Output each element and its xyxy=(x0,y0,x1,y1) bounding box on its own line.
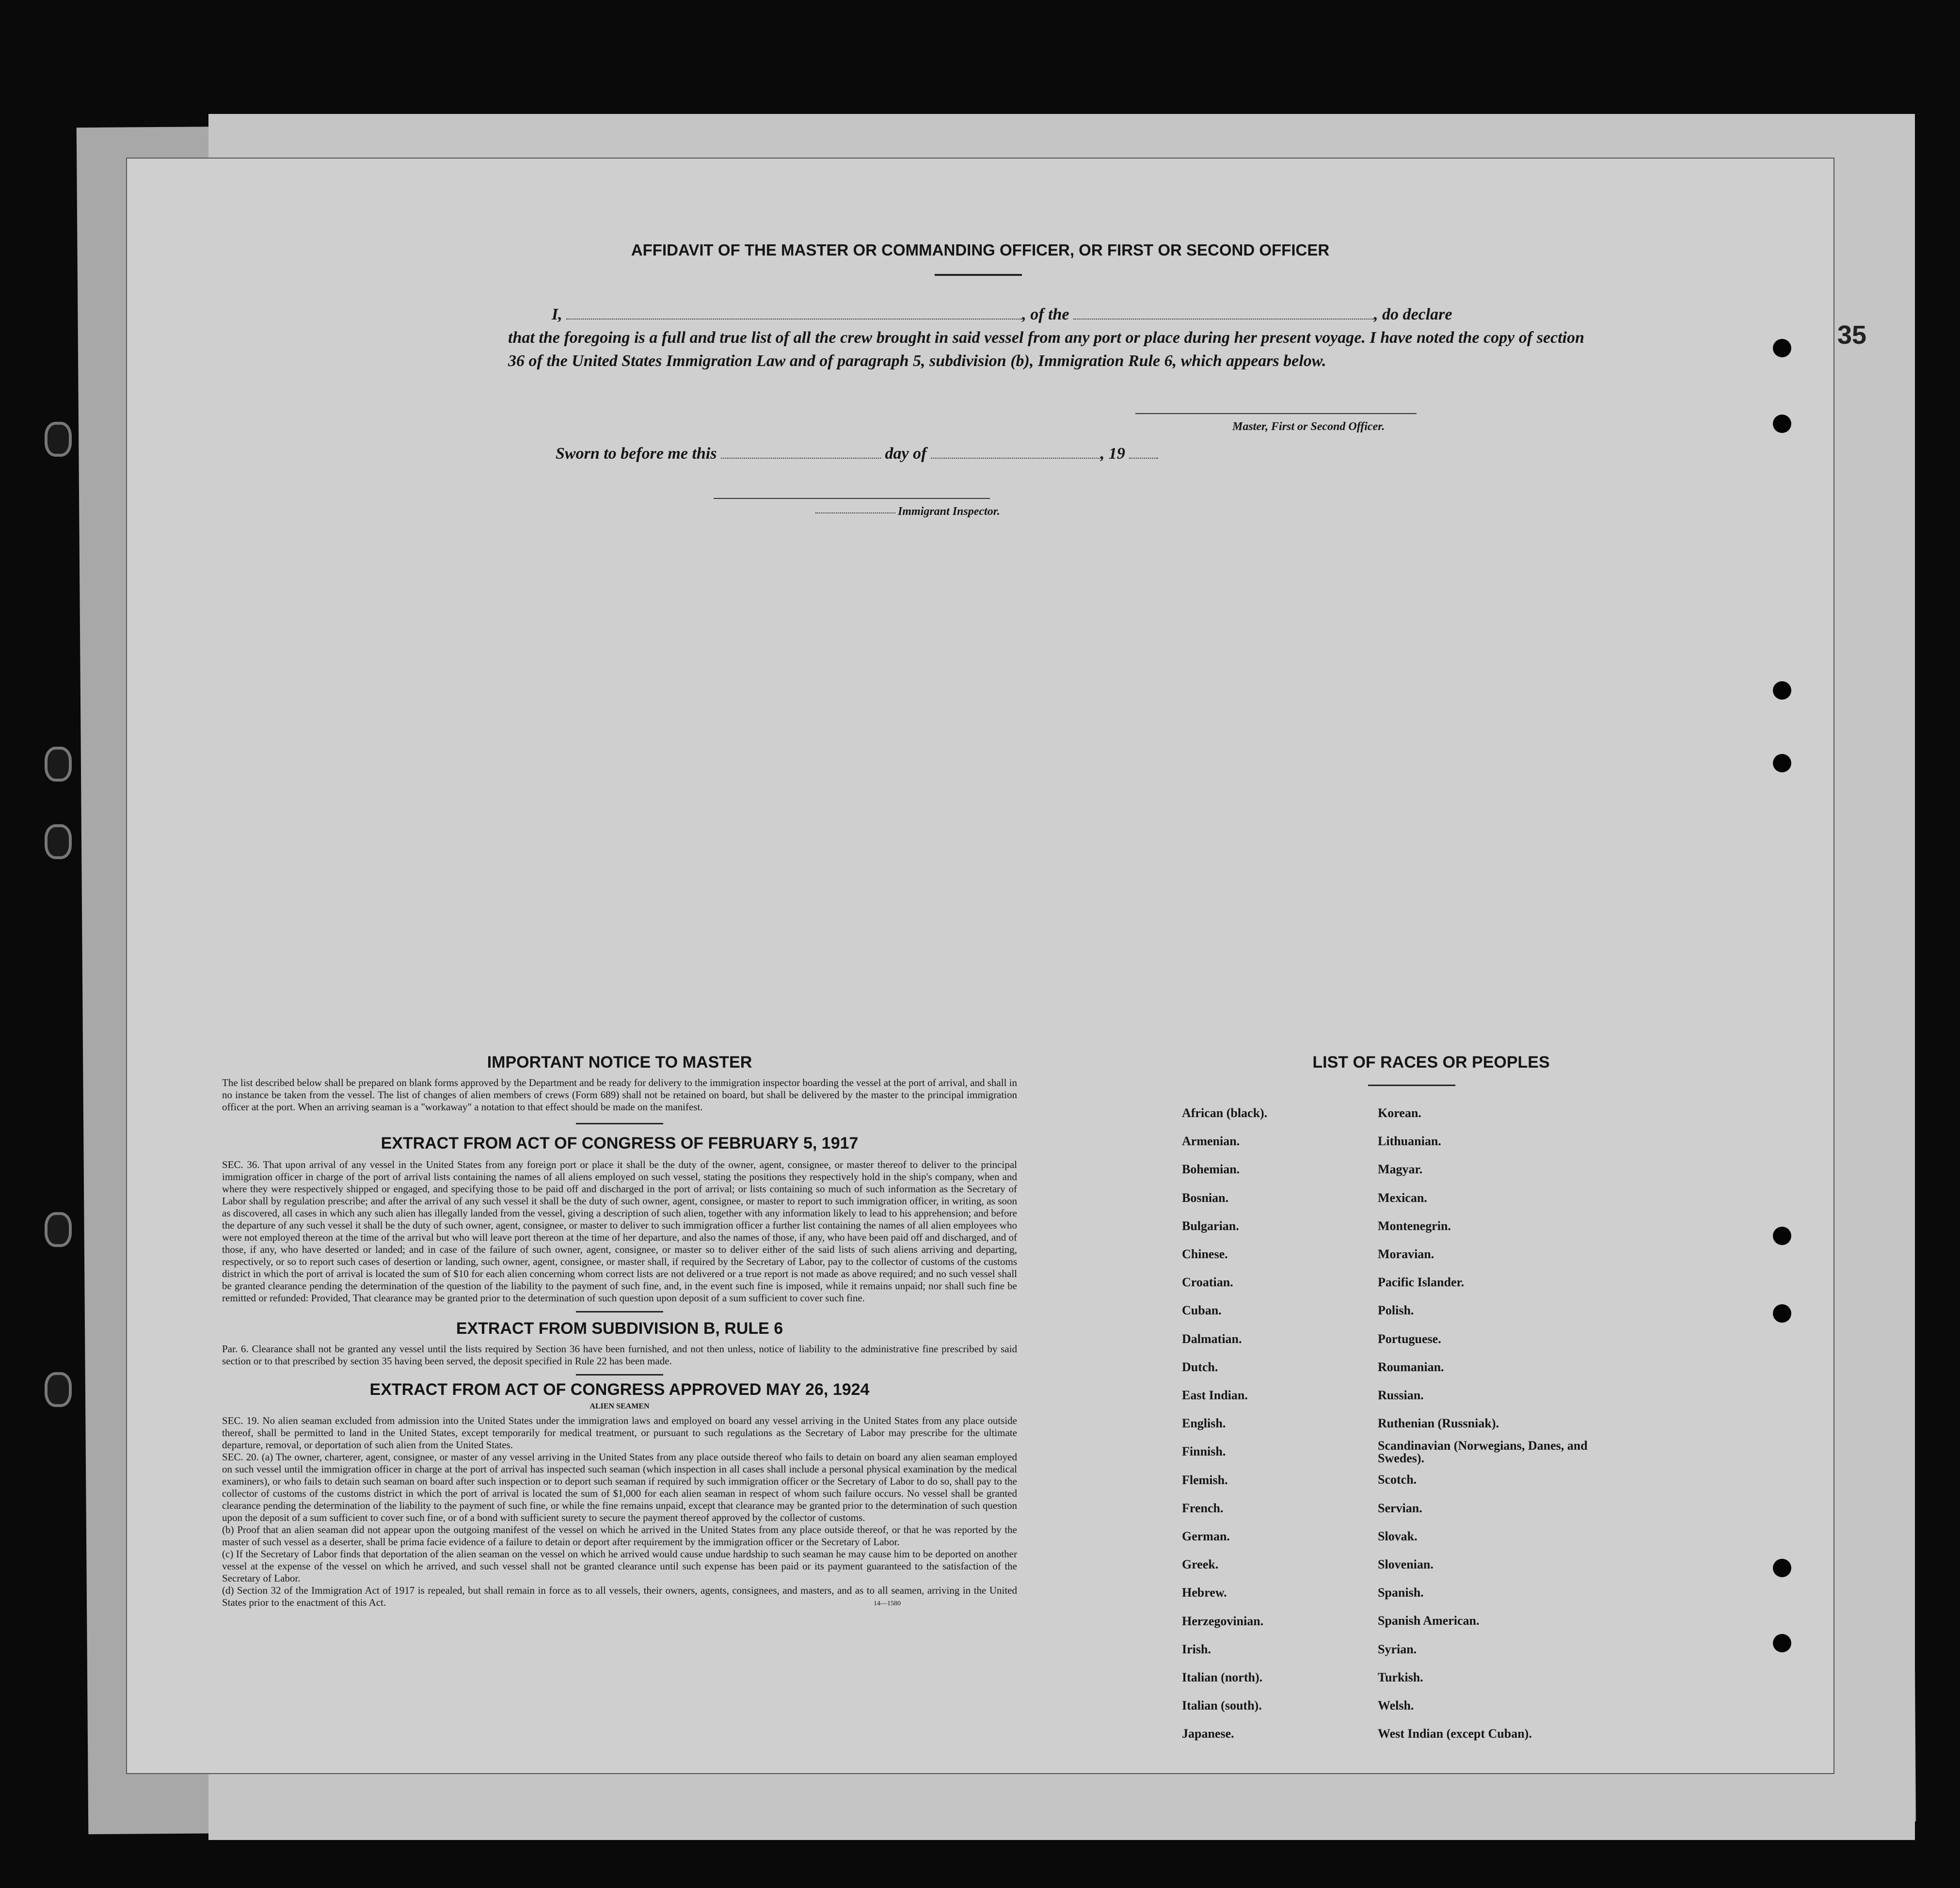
race-item: West Indian (except Cuban). xyxy=(1378,1727,1532,1741)
punch-hole xyxy=(1773,1304,1791,1323)
race-item: Scandinavian (Norwegians, Danes, and Swedes). xyxy=(1378,1439,1588,1466)
extract-rule6-title: EXTRACT FROM SUBDIVISION B, RULE 6 xyxy=(456,1319,783,1338)
year-label: , 19 xyxy=(1100,445,1125,463)
races-column-1 xyxy=(1182,1099,1366,1748)
vessel-blank xyxy=(1073,319,1374,320)
punch-hole xyxy=(1773,1227,1791,1245)
extract-1924-sec20b: (b) Proof that an alien seaman did not appear upon the outgoing manifest of the vessel on which he arrived in the United States from any place outside thereof, or that he was reported by the master of such vessel as a deserter, shall be prima facie evidence of a failure to detain or deport after requirement by the immigration officer or the Secretary of Labor. xyxy=(222,1524,1017,1548)
section-rule xyxy=(576,1311,663,1312)
affidavit-body: that the foregoing is a full and true list of all the crew brought in said vessel from any port or place during her present voyage. I have noted the copy of section 36 of the United States Immigration Law and of paragraph 5, subdivision (b), Immigration Rule 6, which appears below. xyxy=(508,329,1584,370)
race-item: Magyar. xyxy=(1378,1162,1423,1177)
race-item: Slovenian. xyxy=(1378,1557,1434,1572)
document-page xyxy=(127,159,1833,1773)
races-title: LIST OF RACES OR PEOPLES xyxy=(1312,1053,1550,1072)
race-item: East Indian. xyxy=(1182,1388,1248,1403)
race-item: Bosnian. xyxy=(1182,1190,1229,1205)
race-item: Welsh. xyxy=(1378,1698,1414,1713)
binder-hole xyxy=(45,824,72,859)
race-item: African (black). xyxy=(1182,1106,1268,1120)
races-column-2 xyxy=(1378,1099,1591,1748)
race-item: Chinese. xyxy=(1182,1247,1228,1262)
inspector-line xyxy=(714,498,990,499)
extract-1924-sec20a: SEC. 20. (a) The owner, charterer, agent, consignee, or master of any vessel arriving in the United States from any place outside thereof who fails to detain on board any alien seaman employed on such vessel until the immigration officer in charge at the port of arrival has inspected such seaman (which inspection in all cases shall include a personal physical examination by the medical examiners), or who fails to detain such seaman on board after such inspection or to deport such seaman if required by such immigration officer or the Secretary of Labor to do so, shall pay to the collector of customs of the customs district in which the port of arrival is located the sum of $1,000 for each alien seaman in respect of whom such failure occurs. No vessel shall be granted clearance pending the determination of the liability to the payment of such fine, or while the fine remains unpaid, except that clearance may be granted prior to the determination of such question upon the deposit of a sum sufficient to cover such fine, or of a bond with sufficient surety to secure the payment thereof approved by the collector of customs. xyxy=(222,1451,1017,1523)
binder-hole xyxy=(45,747,72,782)
day-of-label: day of xyxy=(885,445,927,463)
affidavit-of-the-label: , of the xyxy=(1022,305,1069,323)
race-item: German. xyxy=(1182,1529,1230,1544)
punch-hole xyxy=(1773,339,1791,357)
sworn-year-blank xyxy=(1129,458,1158,459)
race-item: Russian. xyxy=(1378,1388,1424,1403)
notice-title: IMPORTANT NOTICE TO MASTER xyxy=(487,1053,752,1072)
race-item: Portuguese. xyxy=(1378,1331,1441,1346)
race-item: Irish. xyxy=(1182,1642,1211,1656)
extract-1924-sec20c: (c) If the Secretary of Labor finds that deportation of the alien seaman on the vessel on which he arrived would cause undue hardship to such seaman he may cause him to be deported on another vessel at the expense of the vessel on which he arrived, and such vessel shall not be granted clearance until such expense has been paid or its payment guaranteed to the satisfaction of the Secretary of Labor. xyxy=(222,1548,1017,1584)
race-item: Spanish American. xyxy=(1378,1614,1480,1628)
legal-column xyxy=(222,1053,1017,1608)
extract-1924-title: EXTRACT FROM ACT OF CONGRESS APPROVED MAY 26, 1924 xyxy=(369,1380,870,1399)
affidavit-i-label: I, xyxy=(552,305,562,323)
race-item: Hebrew. xyxy=(1182,1585,1227,1600)
signature-label: Master, First or Second Officer. xyxy=(1232,420,1385,433)
race-item: Italian (north). xyxy=(1182,1670,1263,1685)
race-item: Servian. xyxy=(1378,1501,1422,1515)
race-item: Ruthenian (Russniak). xyxy=(1378,1416,1499,1431)
race-item: Dutch. xyxy=(1182,1360,1218,1374)
race-item: Spanish. xyxy=(1378,1585,1424,1600)
race-item: Polish. xyxy=(1378,1303,1414,1318)
form-number: 14—1580 xyxy=(874,1600,901,1607)
affidavit-title: AFFIDAVIT OF THE MASTER OR COMMANDING OFFICER, OR FIRST OR SECOND OFFICER xyxy=(631,241,1330,259)
race-item: Turkish. xyxy=(1378,1670,1423,1684)
extract-rule6-text: Par. 6. Clearance shall not be granted any vessel until the lists required by Section 36 have been furnished, and not then unless, notice of liability to the administrative fine prescribed by said section or to that prescribed by section 35 having been served, the deposit specified in Rule 22 has been made. xyxy=(222,1343,1017,1367)
race-item: Montenegrin. xyxy=(1378,1218,1451,1233)
extract-1924-subtitle: ALIEN SEAMEN xyxy=(590,1402,650,1410)
punch-hole xyxy=(1773,1559,1791,1577)
section-rule xyxy=(576,1123,663,1124)
race-item: Finnish. xyxy=(1182,1444,1226,1459)
punch-hole xyxy=(1773,681,1791,700)
race-item: Cuban. xyxy=(1182,1303,1222,1318)
affidavit-declare-label: , do declare xyxy=(1374,305,1452,323)
punch-hole xyxy=(1773,415,1791,433)
binder-hole xyxy=(45,1372,72,1407)
race-item: Flemish. xyxy=(1182,1472,1228,1487)
race-item: Scotch. xyxy=(1378,1472,1417,1487)
race-item: Roumanian. xyxy=(1378,1360,1444,1374)
extract-1917-text: SEC. 36. That upon arrival of any vessel in the United States from any foreign port or place it shall be the duty of the owner, agent, consignee, or master thereof to deliver to the principal immigration officer in charge of the port of arrival lists containing the names of all aliens employed on such vessel, stating the positions they respectively hold in the ship's company, when and where they were respectively shipped or engaged, and specifying those to be paid off and discharged in the port of arrival; or lists containing so much of such information as the Secretary of Labor shall by regulation prescribe; and after the arrival of any such vessel it shall be the duty of such owner, agent, consignee, or master to report to such immigration officer, in writing, as soon as discovered, all cases in which any such alien has illegally landed from the vessel, giving a description of such alien, together with any information likely to lead to his apprehension; and before the departure of any such vessel it shall be the duty of such owner, agent, consignee, or master to deliver to such immigration officer a further list containing the names of all alien employees who were not employed thereon at the time of the arrival but who will leave port thereon at the time of her departure, and also the names of those, if any, who have been paid off and discharged, and of those, if any, who have deserted or landed; and in case of the failure of such owner, agent, consignee, or master so to deliver either of the said lists of such aliens arriving and departing, respectively, or so to report such cases of desertion or landing, such owner, agent, consignee, or master shall, if required by the Secretary of Labor, pay to the collector of customs of the customs district in which the port of arrival is located the sum of $10 for each alien concerning whom correct lists are not delivered or a true report is not made as above required; and no such vessel shall be granted clearance pending the determination of the question of the liability to the payment of such fine, and, in the event such fine is imposed, while it remains unpaid; nor shall such fine be remitted or refunded: Provided, That clearance may be granted prior to the determination of such question upon deposit of a sum sufficient to cover such fine. xyxy=(222,1159,1017,1304)
race-item: Italian (south). xyxy=(1182,1698,1262,1713)
sworn-label: Sworn to before me this xyxy=(556,445,717,463)
race-item: Bohemian. xyxy=(1182,1162,1240,1177)
punch-hole xyxy=(1773,754,1791,772)
name-blank xyxy=(566,319,1022,320)
binder-hole xyxy=(45,1212,72,1247)
race-item: Korean. xyxy=(1378,1106,1421,1120)
sworn-line xyxy=(556,445,1158,463)
race-item: Herzegovinian. xyxy=(1182,1614,1264,1628)
race-item: Armenian. xyxy=(1182,1134,1240,1149)
inspector-label: Immigrant Inspector. xyxy=(898,505,1000,518)
sworn-month-blank xyxy=(931,458,1100,459)
race-item: Pacific Islander. xyxy=(1378,1275,1465,1290)
race-item: Lithuanian. xyxy=(1378,1134,1441,1149)
punch-hole xyxy=(1773,1634,1791,1652)
race-item: English. xyxy=(1182,1416,1226,1431)
races-rule xyxy=(1368,1085,1455,1086)
sworn-day-blank xyxy=(721,458,881,459)
race-item: Syrian. xyxy=(1378,1642,1417,1656)
race-item: Dalmatian. xyxy=(1182,1331,1242,1346)
title-rule xyxy=(935,274,1022,276)
page-number: 35 xyxy=(1837,320,1867,350)
race-item: Bulgarian. xyxy=(1182,1218,1239,1233)
race-item: Moravian. xyxy=(1378,1247,1434,1262)
notice-text: The list described below shall be prepared on blank forms approved by the Department and be ready for delivery to the immigration inspector boarding the vessel at the port of arrival, and shall in no instance be taken from the vessel. The list of changes of alien members of crews (Form 689) shall not be retained on board, but shall be delivered by the master to the principal immigration officer at the port. When an arriving seaman is a "workaway" a notation to that effect should be made on the manifest. xyxy=(222,1077,1017,1113)
inspector-dots xyxy=(815,512,895,513)
extract-1924-sec19: SEC. 19. No alien seaman excluded from admission into the United States under the immigration laws and employed on board any vessel arriving in the United States from any place outside thereof, shall be permitted to land in the United States, except temporarily for medical treatment, or pursuant to such regulations as the Secretary of Labor may prescribe for the ultimate departure, removal, or deportation of such alien from the United States. xyxy=(222,1415,1017,1451)
race-item: Mexican. xyxy=(1378,1190,1427,1205)
affidavit-declaration xyxy=(508,303,1584,373)
signature-line xyxy=(1135,413,1417,414)
race-item: Japanese. xyxy=(1182,1727,1234,1741)
race-item: Croatian. xyxy=(1182,1275,1233,1290)
extract-1917-title: EXTRACT FROM ACT OF CONGRESS OF FEBRUARY 5, 1917 xyxy=(381,1134,859,1152)
section-rule xyxy=(576,1374,663,1376)
race-item: Greek. xyxy=(1182,1557,1219,1572)
binder-hole xyxy=(45,422,72,457)
extract-1924-sec20d: (d) Section 32 of the Immigration Act of 1917 is repealed, but shall remain in force as to all vessels, their owners, agents, consignees, and masters, and as to all seamen, arriving in the United States prior to the enactment of this Act. xyxy=(222,1584,1017,1608)
race-item: Slovak. xyxy=(1378,1529,1418,1543)
race-item: French. xyxy=(1182,1501,1224,1515)
